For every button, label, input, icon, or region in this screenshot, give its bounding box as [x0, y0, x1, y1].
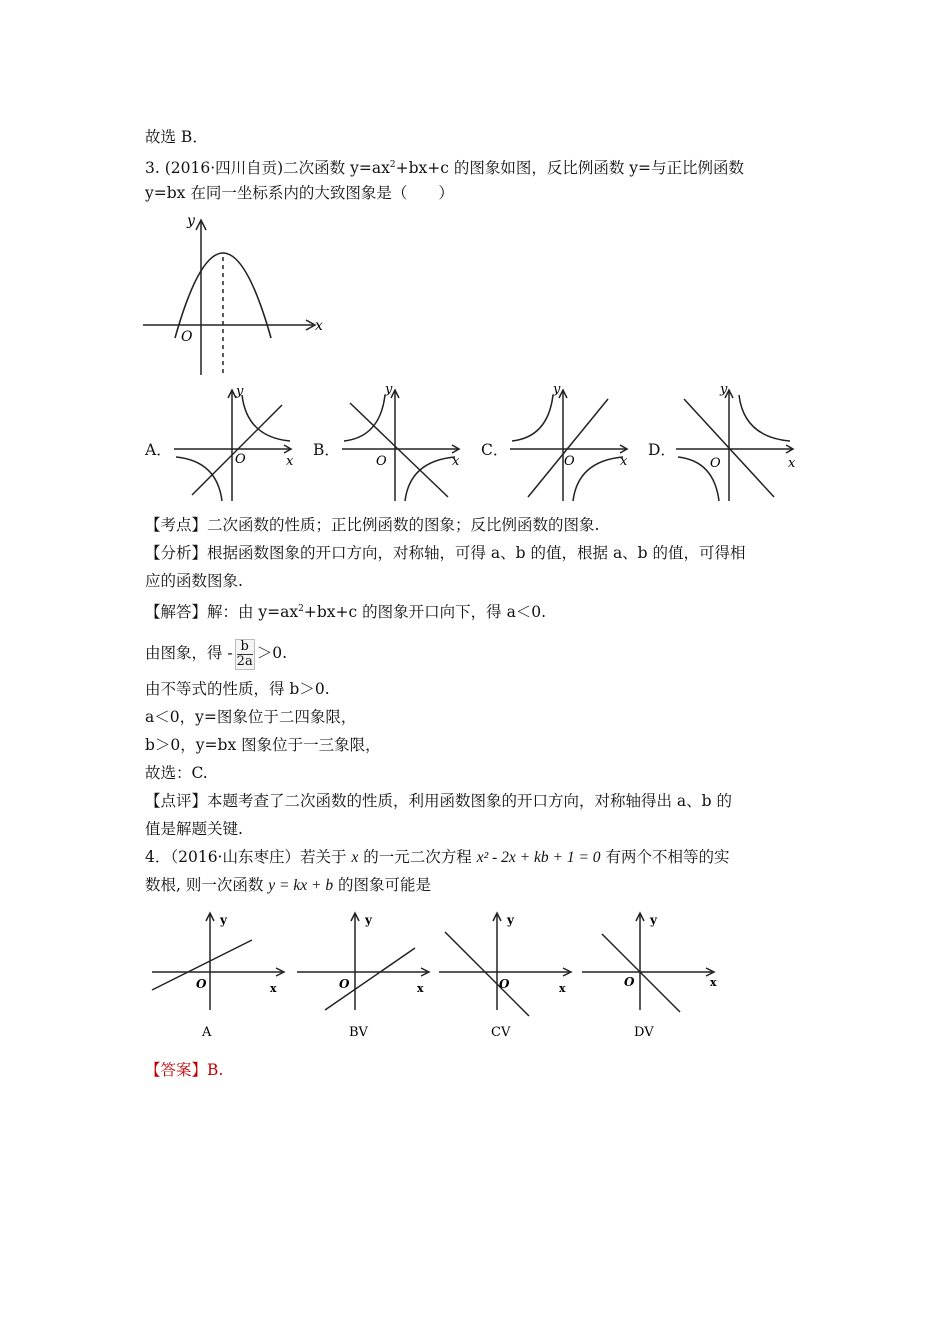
q4-option-a-label: A — [202, 1025, 212, 1040]
origin-label: O — [235, 452, 246, 467]
y-axis-label: y — [236, 384, 244, 399]
y-axis-label: y — [720, 382, 728, 397]
x-axis-label: x — [270, 982, 277, 995]
x-axis-label: x — [417, 982, 424, 995]
fraction-b-over-2a: $\frac{b}{2a}$ — [236, 638, 253, 669]
a-negative-text: a＜0，y=图象位于二四象限， — [145, 708, 357, 726]
x-axis-label: x — [788, 456, 796, 471]
origin-label: O — [564, 454, 575, 469]
q4-option-a-graph — [150, 912, 290, 1042]
answer-text: 【答案】B. — [145, 1061, 224, 1079]
q4-option-c-label: CV — [491, 1025, 511, 1040]
y-axis-label: y — [365, 913, 372, 927]
question-4-line-1: 4．（2016·山东枣庄）若关于 x 的一元二次方程 x² - 2x + kb + 1 = 0 有两个不相等的实 — [145, 848, 730, 866]
dianping-text-2: 值是解题关键. — [145, 820, 243, 838]
q4-option-d-graph — [580, 912, 720, 1042]
q3-option-b-graph — [340, 382, 465, 503]
fenxi-text-2: 应的函数图象. — [145, 572, 243, 590]
origin-label: O — [499, 977, 510, 991]
budengshi-text: 由不等式的性质，得 b＞0. — [145, 680, 330, 698]
b-positive-text: b＞0，y=bx 图象位于一三象限， — [145, 736, 381, 754]
y-axis-label: y — [187, 213, 195, 229]
x-axis-label: x — [620, 454, 628, 469]
conclusion-c-text: 故选：C. — [145, 764, 208, 782]
q3-option-a-graph — [172, 385, 297, 503]
question-3-line-1: 3. (2016·四川自贡)二次函数 $y=ax^2+bx+c$ 的图象如图，反比例函数 y=与正比例函数 — [145, 159, 744, 177]
origin-label: O — [710, 456, 721, 471]
x-axis-label: x — [710, 976, 717, 989]
x-axis-label: x — [315, 318, 323, 334]
question-3-line-2: y=bx 在同一坐标系内的大致图象是（ ） — [145, 184, 454, 202]
tuxiang-text: 由图象，得 - $\frac{b}{2a}$ ＞0. — [145, 638, 287, 669]
x-axis-label: x — [452, 454, 460, 469]
text-conclusion-b: 故选 B． — [145, 128, 208, 146]
q3-parabola-graph — [143, 213, 323, 378]
kaodian-text: 【考点】二次函数的性质；正比例函数的图象；反比例函数的图象. — [145, 516, 600, 534]
q3-option-b-label: B． — [313, 441, 340, 459]
jieda-text: 【解答】解：由 $y=ax^2+bx+c$ 的图象开口向下，得 a＜0. — [145, 603, 547, 621]
q3-option-d-label: D． — [648, 441, 676, 459]
y-axis-label: y — [650, 913, 657, 927]
question-4-line-2: 数根, 则一次函数 y = kx + b 的图象可能是 — [145, 876, 432, 894]
q4-option-b-graph — [295, 912, 435, 1042]
origin-label: O — [624, 975, 635, 989]
y-axis-label: y — [385, 382, 393, 397]
q3-option-c-graph — [508, 382, 633, 503]
q3-option-d-graph — [674, 382, 799, 503]
origin-label: O — [376, 454, 387, 469]
q4-option-d-label: DV — [634, 1025, 654, 1040]
q3-option-c-label: C． — [481, 441, 509, 459]
x-axis-label: x — [286, 454, 294, 469]
origin-label: O — [196, 977, 207, 991]
q4-option-b-label: BV — [349, 1025, 368, 1040]
origin-label: O — [181, 329, 193, 345]
origin-label: O — [339, 977, 350, 991]
q3-option-a-label: A． — [145, 441, 172, 459]
y-axis-label: y — [220, 913, 227, 927]
fenxi-text-1: 【分析】根据函数图象的开口方向，对称轴，可得 a、b 的值，根据 a、b 的值，可得相 — [145, 544, 746, 562]
q4-option-c-graph — [437, 912, 577, 1042]
y-axis-label: y — [507, 913, 514, 927]
x-axis-label: x — [559, 982, 566, 995]
y-axis-label: y — [553, 382, 561, 397]
dianping-text-1: 【点评】本题考查了二次函数的性质，利用函数图象的开口方向，对称轴得出 a、b 的 — [145, 792, 733, 810]
